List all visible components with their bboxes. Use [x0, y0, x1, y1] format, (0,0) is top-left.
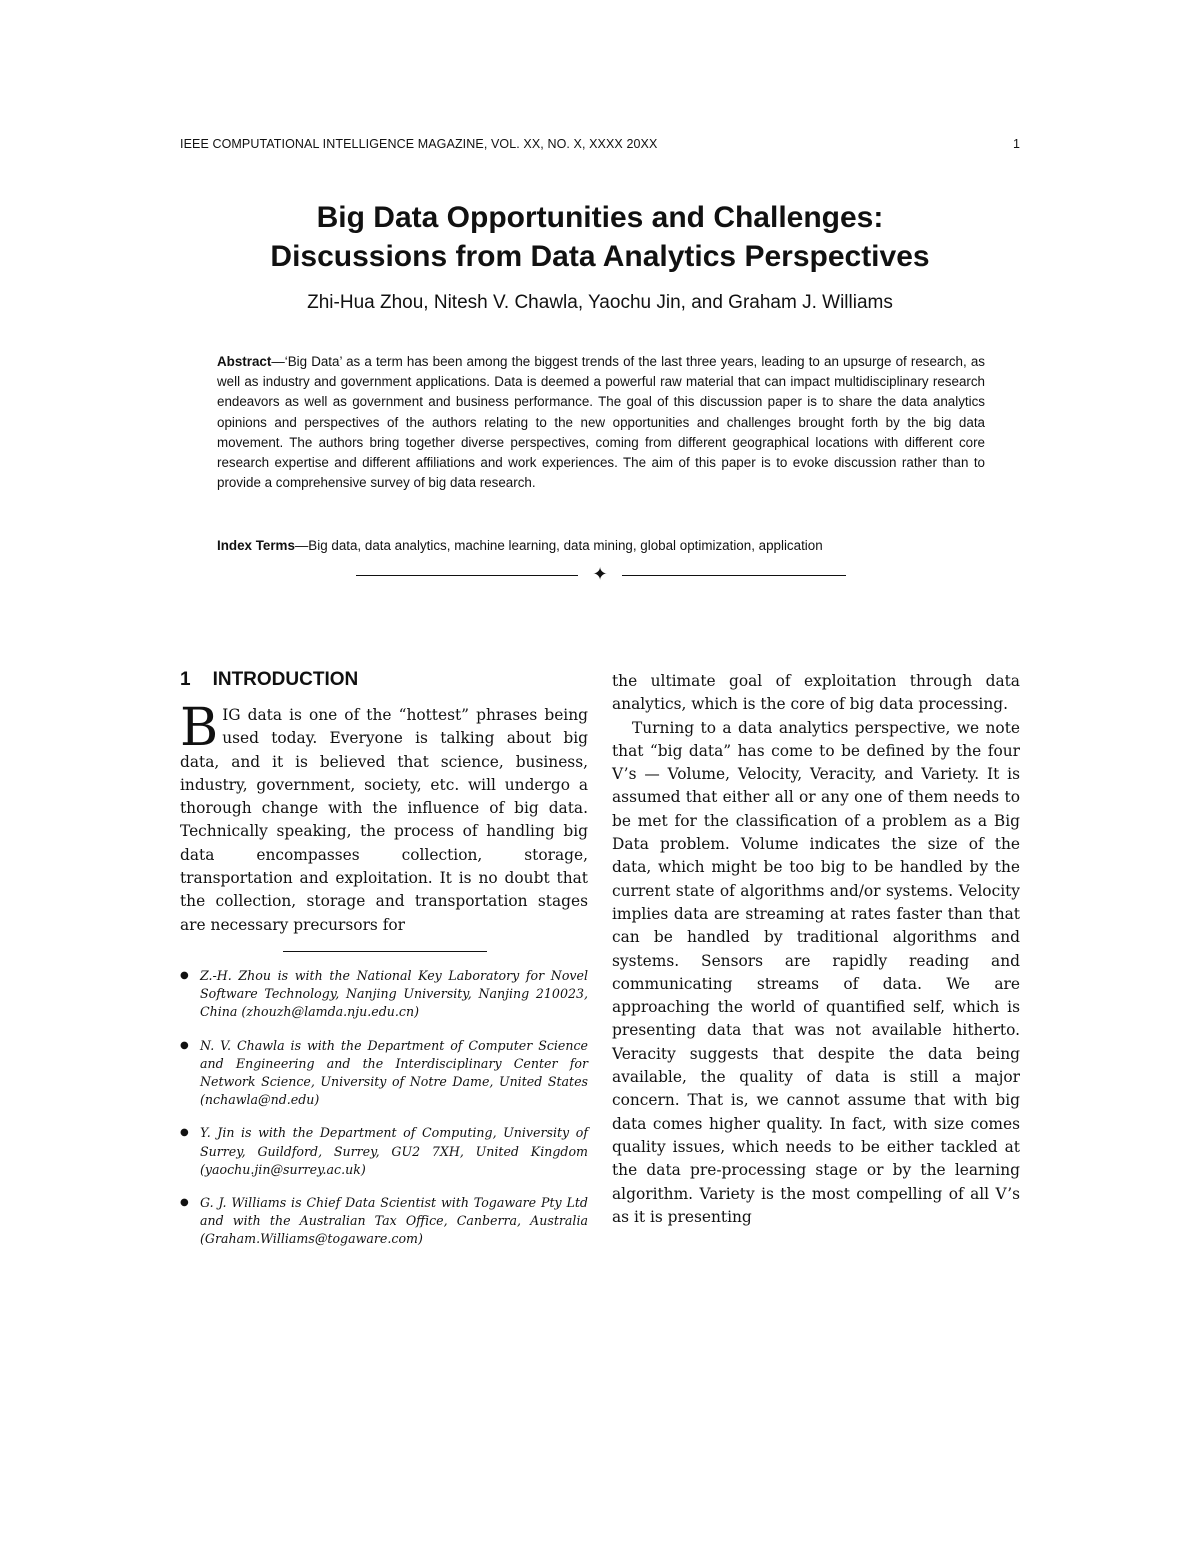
left-column	[180, 698, 588, 937]
bullet-icon: ●	[180, 1039, 189, 1051]
paper-title	[100, 198, 1100, 276]
affiliation-footnotes	[180, 967, 588, 1264]
bullet-icon: ●	[180, 970, 189, 981]
section-divider-left	[356, 575, 578, 576]
footnote-item	[180, 1037, 588, 1110]
right-column	[612, 670, 1020, 1229]
footnote-text: Y. Jin is with the Department of Computing, University of Surrey, Guildford, Surrey, GU2 7XH, United Kingdom (yaochu.jin@surrey.ac.uk)	[200, 1125, 588, 1177]
drop-cap: B	[180, 698, 219, 758]
body-paragraph-continued: the ultimate goal of exploitation through data analytics, which is the core of big data processing.	[612, 672, 1020, 714]
footnote-rule	[283, 951, 487, 952]
abstract-text: —‘Big Data’ as a term has been among the biggest trends of the last three years, leading to an upsurge of research, as well as industry and government applications. Data is deemed a powerful raw material that can impact multidisciplinary research endeavors as well as government and business performance. The goal of this discussion paper is to share the data analytics opinions and perspectives of the authors relating to the new opportunities and challenges brought forth by the big data movement. The authors bring together diverse perspectives, coming from different geographical locations with different core research expertise and different affiliations and work experiences. The aim of this paper is to evoke discussion rather than to provide a comprehensive survey of big data research.	[217, 354, 985, 491]
index-terms-label: Index Terms	[217, 538, 295, 553]
author-list: Zhi-Hua Zhou, Nitesh V. Chawla, Yaochu Jin, and Graham J. Williams	[307, 292, 893, 313]
section-number: 1	[180, 669, 191, 690]
index-terms	[217, 536, 985, 556]
intro-paragraph-text: IG data is one of the “hottest” phrases being used today. Everyone is talking about big data, and it is believed that science, business, industry, government, society, etc. will undergo a thorough change with the influence of big data. Technically speaking, the process of handling big data encompasses collection, storage, transportation and exploitation. It is no doubt that the collection, storage and transportation stages are necessary precursors for	[180, 706, 588, 934]
title-line-1: Big Data Opportunities and Challenges:	[316, 201, 884, 234]
abstract	[217, 352, 985, 493]
title-line-2: Discussions from Data Analytics Perspectives	[270, 240, 930, 273]
bullet-icon: ●	[180, 1197, 189, 1209]
footnote-item	[180, 1194, 588, 1249]
running-header	[180, 137, 1020, 151]
footnote-item	[180, 1124, 588, 1179]
footnote-text: G. J. Williams is Chief Data Scientist with Togaware Pty Ltd and with the Australian Tax Office, Canberra, Australia (Graham.Williams@togaware.com)	[200, 1195, 588, 1247]
footnote-text: Z.-H. Zhou is with the National Key Laboratory for Novel Software Technology, Nanjing University, Nanjing 210023, China (zhouzh@lamda.nju.edu.cn)	[200, 968, 588, 1020]
bullet-icon: ●	[180, 1127, 189, 1139]
abstract-label: Abstract	[217, 354, 272, 369]
page-number: 1	[1012, 137, 1020, 151]
section-heading	[180, 669, 358, 691]
journal-running-title: IEEE COMPUTATIONAL INTELLIGENCE MAGAZINE, VOL. XX, NO. X, XXXX 20XX	[180, 137, 658, 151]
section-divider-right	[622, 575, 846, 576]
footnote-text: N. V. Chawla is with the Department of Computer Science and Engineering and the Interdisciplinary Center for Network Science, University of Notre Dame, United States (nchawla@nd.edu)	[200, 1037, 588, 1108]
footnote-item	[180, 967, 588, 1022]
divider-star-icon: ✦	[592, 564, 608, 585]
section-title: INTRODUCTION	[212, 669, 359, 690]
index-terms-text: —Big data, data analytics, machine learning, data mining, global optimization, application	[294, 538, 823, 553]
body-paragraph-four-vs: Turning to a data analytics perspective, we note that “big data” has come to be defined by the four V’s — Volume, Velocity, Veracity, and Variety. It is assumed that either all or any one of them needs to be met for the classification of a problem as a Big Data problem. Volume indicates the size of the data, which might be too big to be handled by the current state of algorithms and/or systems. Velocity implies data are streaming at rates faster than that can be handled by traditional algorithms and systems. Sensors are rapidly reading and communicating streams of data. We are approaching the world of quantified self, which is presenting data that was not available hitherto. Veracity suggests that despite the data being available, the quality of data is still a major concern. That is, we cannot assume that with big data comes higher quality. In fact, with size comes quality issues, which needs to be either tackled at the data pre-processing stage or by the learning algorithm. Variety is the most compelling of all V’s as it is presenting	[612, 718, 1020, 1226]
intro-paragraph	[180, 698, 588, 937]
